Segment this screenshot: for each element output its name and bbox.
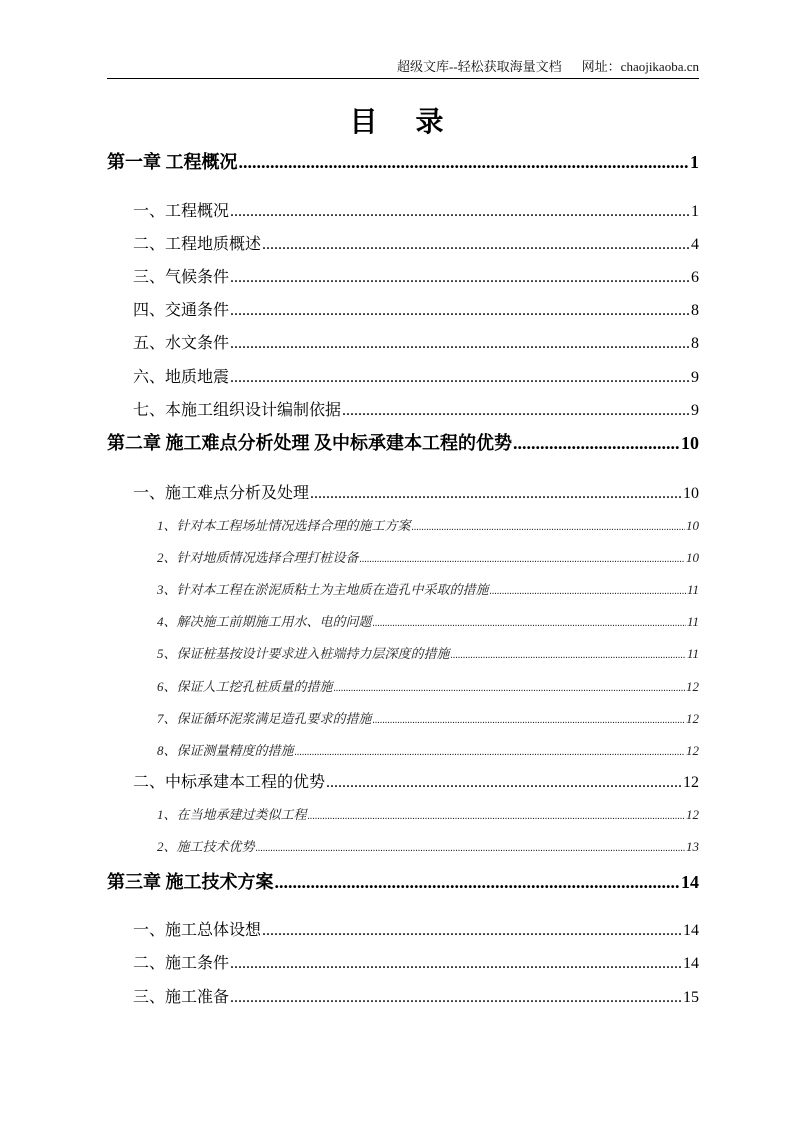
toc-entry-page-number: 15 bbox=[683, 989, 699, 1006]
toc-entry-page-number: 1 bbox=[690, 152, 699, 172]
toc-entry-page-number: 9 bbox=[691, 369, 699, 386]
toc-entry-label: 二、施工条件 bbox=[133, 955, 230, 972]
page-title bbox=[0, 100, 793, 140]
toc-entry[interactable] bbox=[133, 297, 699, 320]
toc-entry[interactable] bbox=[133, 984, 699, 1007]
toc-entry[interactable] bbox=[133, 330, 699, 353]
header-url: 网址：chaojikaoba.cn bbox=[581, 59, 699, 74]
toc-entry-label: 二、工程地质概述 bbox=[133, 236, 262, 253]
toc-dot-leader bbox=[230, 989, 682, 1007]
toc-entry[interactable] bbox=[133, 364, 699, 387]
toc-entry-page-number: 8 bbox=[691, 335, 699, 352]
toc-entry-label: 第三章 施工技术方案 bbox=[107, 872, 274, 892]
header-divider bbox=[107, 78, 699, 79]
toc-entry[interactable] bbox=[133, 480, 699, 503]
toc-dot-leader bbox=[230, 369, 690, 387]
toc-entry-page-number: 12 bbox=[686, 743, 699, 758]
toc-entry-label: 六、地质地震 bbox=[133, 369, 230, 386]
toc-entry-page-number: 12 bbox=[686, 679, 699, 694]
title-char-2: 录 bbox=[415, 107, 444, 138]
toc-entry-page-number: 14 bbox=[683, 955, 699, 972]
toc-entry[interactable] bbox=[157, 836, 699, 855]
toc-entry-page-number: 10 bbox=[686, 518, 699, 533]
toc-dot-leader bbox=[451, 646, 686, 662]
toc-dot-leader bbox=[334, 679, 685, 695]
toc-dot-leader bbox=[513, 433, 680, 454]
toc-entry-label: 三、施工准备 bbox=[133, 989, 230, 1006]
toc-entry-label: 一、施工总体设想 bbox=[133, 922, 262, 939]
toc-entry[interactable] bbox=[107, 868, 699, 894]
toc-entry[interactable] bbox=[133, 397, 699, 420]
toc-dot-leader bbox=[326, 774, 682, 792]
toc-entry[interactable] bbox=[107, 429, 699, 455]
toc-entry[interactable] bbox=[157, 804, 699, 823]
toc-dot-leader bbox=[360, 550, 685, 566]
toc-entry[interactable] bbox=[157, 740, 699, 759]
toc-entry[interactable] bbox=[107, 148, 699, 174]
toc-entry-label: 8、保证测量精度的措施 bbox=[157, 743, 294, 758]
toc-dot-leader bbox=[256, 839, 685, 855]
toc-entry[interactable] bbox=[133, 950, 699, 973]
toc-entry-page-number: 10 bbox=[683, 485, 699, 502]
toc-dot-leader bbox=[310, 485, 682, 503]
toc-entry[interactable] bbox=[133, 917, 699, 940]
toc-entry-page-number: 12 bbox=[686, 711, 699, 726]
toc-entry-label: 第一章 工程概况 bbox=[107, 152, 238, 172]
toc-entry[interactable] bbox=[157, 708, 699, 727]
toc-entry-label: 4、解决施工前期施工用水、电的问题 bbox=[157, 614, 372, 629]
toc-entry[interactable] bbox=[157, 515, 699, 534]
toc-entry-label: 第二章 施工难点分析处理 及中标承建本工程的优势 bbox=[107, 433, 512, 453]
toc-entry-page-number: 4 bbox=[691, 236, 699, 253]
toc-dot-leader bbox=[295, 743, 685, 759]
toc-entry-page-number: 6 bbox=[691, 269, 699, 286]
toc-entry-page-number: 11 bbox=[686, 646, 699, 661]
header-site-name: 超级文库--轻松获取海量文档 bbox=[397, 59, 562, 74]
title-char-1: 目 bbox=[349, 107, 378, 138]
toc-entry-label: 1、针对本工程场址情况选择合理的施工方案 bbox=[157, 518, 411, 533]
toc-dot-leader bbox=[230, 335, 690, 353]
toc-entry-label: 四、交通条件 bbox=[133, 302, 230, 319]
toc-entry-label: 6、保证人工挖孔桩质量的措施 bbox=[157, 679, 333, 694]
toc-dot-leader bbox=[230, 302, 690, 320]
toc-entry-label: 2、针对地质情况选择合理打桩设备 bbox=[157, 550, 359, 565]
toc-dot-leader bbox=[275, 872, 681, 893]
toc-entry-label: 7、保证循环泥浆满足造孔要求的措施 bbox=[157, 711, 372, 726]
toc-entry[interactable] bbox=[157, 676, 699, 695]
toc-dot-leader bbox=[412, 518, 685, 534]
toc-entry-page-number: 13 bbox=[686, 839, 699, 854]
toc-entry-page-number: 8 bbox=[691, 302, 699, 319]
page-header bbox=[107, 56, 699, 76]
toc-entry-page-number: 11 bbox=[686, 614, 699, 629]
toc-entry-page-number: 10 bbox=[681, 433, 699, 453]
toc-entry[interactable] bbox=[133, 769, 699, 792]
toc-entry-label: 七、本施工组织设计编制依据 bbox=[133, 402, 342, 419]
toc-dot-leader bbox=[230, 203, 690, 221]
toc-dot-leader bbox=[373, 711, 685, 727]
toc-entry-label: 3、针对本工程在淤泥质粘土为主地质在造孔中采取的措施 bbox=[157, 582, 489, 597]
toc-entry[interactable] bbox=[133, 231, 699, 254]
toc-entry-label: 5、保证桩基按设计要求进入桩端持力层深度的措施 bbox=[157, 646, 450, 661]
toc-entry-label: 五、水文条件 bbox=[133, 335, 230, 352]
toc-entry[interactable] bbox=[157, 547, 699, 566]
toc-entry[interactable] bbox=[157, 579, 699, 598]
toc-entry-page-number: 1 bbox=[691, 203, 699, 220]
toc-dot-leader bbox=[230, 955, 682, 973]
toc-entry-page-number: 10 bbox=[686, 550, 699, 565]
toc-entry-label: 2、施工技术优势 bbox=[157, 839, 255, 854]
toc-entry-page-number: 12 bbox=[686, 807, 699, 822]
toc-entry-page-number: 12 bbox=[683, 774, 699, 791]
toc-dot-leader bbox=[262, 236, 690, 254]
toc-entry-page-number: 11 bbox=[686, 582, 699, 597]
toc-entry[interactable] bbox=[157, 611, 699, 630]
toc-entry-page-number: 14 bbox=[683, 922, 699, 939]
toc-entry-label: 三、气候条件 bbox=[133, 269, 230, 286]
toc-dot-leader bbox=[230, 269, 690, 287]
toc-dot-leader bbox=[342, 402, 690, 420]
toc-dot-leader bbox=[373, 614, 686, 630]
toc-entry-label: 1、在当地承建过类似工程 bbox=[157, 807, 307, 822]
toc-entry-label: 一、工程概况 bbox=[133, 203, 230, 220]
toc-entry[interactable] bbox=[133, 198, 699, 221]
toc-dot-leader bbox=[262, 922, 682, 940]
toc-dot-leader bbox=[490, 582, 686, 598]
toc-dot-leader bbox=[308, 807, 685, 823]
toc-entry-page-number: 14 bbox=[681, 872, 699, 892]
toc-dot-leader bbox=[239, 152, 690, 173]
toc-entry-label: 一、施工难点分析及处理 bbox=[133, 485, 310, 502]
toc-entry[interactable] bbox=[133, 264, 699, 287]
toc-entry-page-number: 9 bbox=[691, 402, 699, 419]
toc-entry-label: 二、中标承建本工程的优势 bbox=[133, 774, 326, 791]
toc-entry[interactable] bbox=[157, 643, 699, 662]
